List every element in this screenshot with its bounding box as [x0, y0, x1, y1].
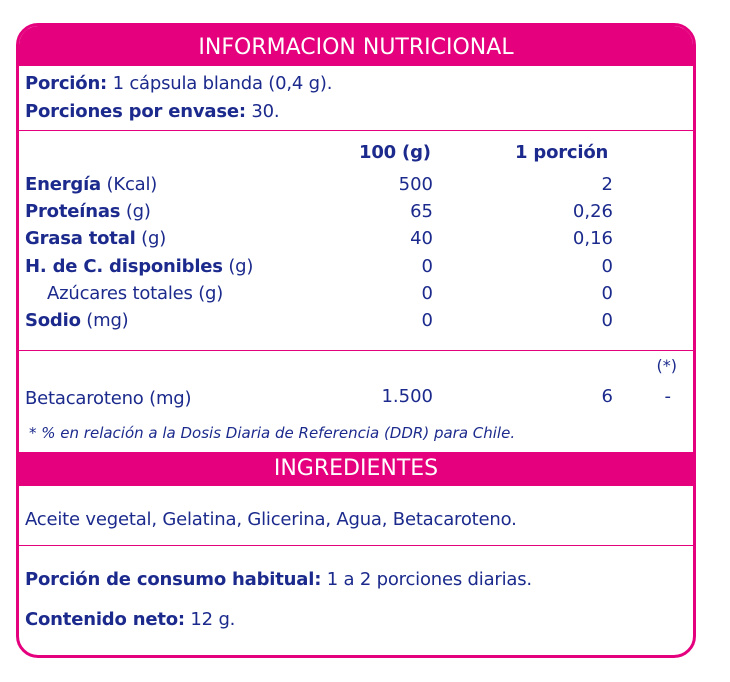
- servings-value: 30.: [245, 101, 280, 122]
- betacaroteno-ddr: -: [664, 386, 671, 407]
- nutrient-value-portion: 0,26: [572, 201, 613, 222]
- servings-label: Porciones por envase:: [25, 101, 246, 122]
- habitual-portion-label: Porción de consumo habitual:: [25, 569, 322, 590]
- betacaroteno-value-100g: 1.500: [381, 386, 433, 407]
- net-content-value: 12 g.: [184, 609, 236, 630]
- nutrient-row-name: Azúcares totales (g): [47, 283, 224, 304]
- nutrient-value-portion: 0: [601, 283, 613, 304]
- nutrient-row-name: Grasa total (g): [25, 228, 167, 249]
- divider: [19, 350, 693, 351]
- nutrition-label: [16, 23, 696, 658]
- nutrient-value-100g: 0: [421, 310, 433, 331]
- ingredients-header: INGREDIENTES: [19, 452, 693, 486]
- betacaroteno-name: Betacaroteno (mg): [25, 388, 192, 409]
- portion-line: [25, 73, 332, 94]
- column-header-100g: 100 (g): [359, 142, 431, 163]
- column-header-portion: 1 porción: [515, 142, 609, 163]
- betacaroteno-value-portion: 6: [601, 386, 613, 407]
- nutrition-header: INFORMACION NUTRICIONAL: [19, 26, 693, 66]
- nutrient-value-portion: 2: [601, 174, 613, 195]
- nutrient-row-name: H. de C. disponibles (g): [25, 256, 254, 277]
- nutrient-value-100g: 500: [398, 174, 433, 195]
- ddr-column-header: (*): [656, 356, 677, 375]
- portion-value: 1 cápsula blanda (0,4 g).: [107, 73, 333, 94]
- nutrient-value-100g: 0: [421, 283, 433, 304]
- divider: [19, 130, 693, 131]
- nutrient-value-100g: 65: [410, 201, 433, 222]
- ddr-footnote: * % en relación a la Dosis Diaria de Referencia (DDR) para Chile.: [29, 424, 516, 442]
- ingredients-text: Aceite vegetal, Gelatina, Glicerina, Agua, Betacaroteno.: [25, 509, 517, 530]
- net-content-line: [25, 609, 235, 630]
- divider: [19, 545, 693, 546]
- nutrient-value-100g: 40: [410, 228, 433, 249]
- portion-label: Porción:: [25, 73, 108, 94]
- nutrient-value-portion: 0,16: [572, 228, 613, 249]
- nutrient-row-name: Proteínas (g): [25, 201, 151, 222]
- servings-line: [25, 101, 279, 122]
- nutrient-row-name: Sodio (mg): [25, 310, 129, 331]
- nutrient-value-portion: 0: [601, 256, 613, 277]
- habitual-portion-value: 1 a 2 porciones diarias.: [321, 569, 532, 590]
- net-content-label: Contenido neto:: [25, 609, 185, 630]
- habitual-portion-line: [25, 569, 532, 590]
- nutrient-value-100g: 0: [421, 256, 433, 277]
- nutrient-value-portion: 0: [601, 310, 613, 331]
- nutrient-row-name: Energía (Kcal): [25, 174, 158, 195]
